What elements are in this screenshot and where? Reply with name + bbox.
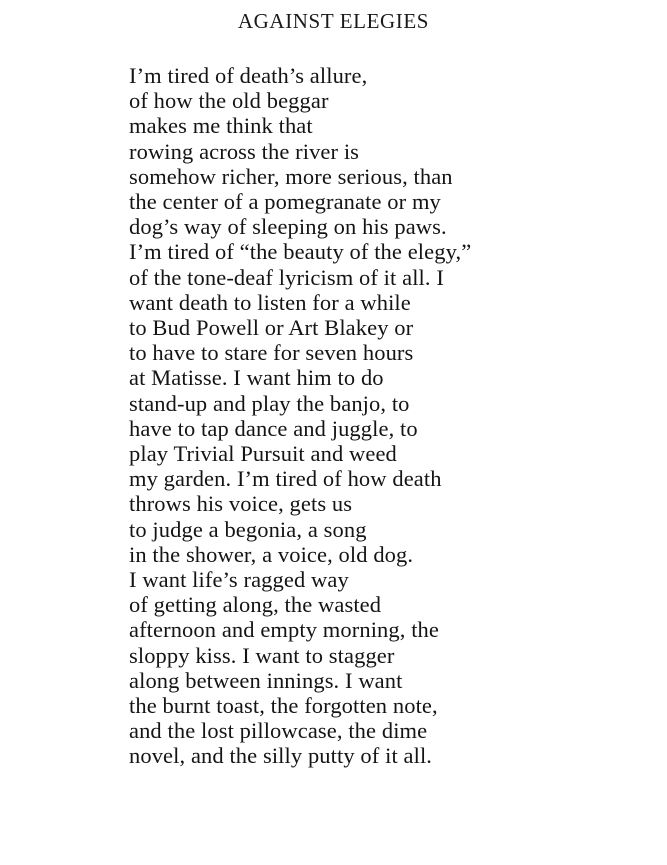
- poem-line: novel, and the silly putty of it all.: [129, 743, 433, 769]
- poem-line: the center of a pomegranate or my: [129, 189, 441, 215]
- poem-line: I want life’s ragged way: [129, 567, 349, 593]
- poem-line: dog’s way of sleeping on his paws.: [129, 214, 447, 240]
- poem-line: of getting along, the wasted: [129, 592, 382, 618]
- poem-line: the burnt toast, the forgotten note,: [129, 693, 438, 719]
- poem-line: rowing across the river is: [129, 138, 360, 164]
- poem-line: of how the old beggar: [129, 88, 329, 114]
- poem-title: AGAINST ELEGIES: [237, 9, 430, 33]
- poem-line: play Trivial Pursuit and weed: [129, 441, 397, 467]
- poem-line: have to tap dance and juggle, to: [129, 415, 418, 441]
- poem-line: to judge a begonia, a song: [129, 516, 367, 542]
- poem-line: of the tone-deaf lyricism of it all. I: [129, 264, 444, 290]
- poem-line: at Matisse. I want him to do: [129, 365, 384, 391]
- poem-line: to Bud Powell or Art Blakey or: [129, 315, 414, 341]
- poem-line: throws his voice, gets us: [129, 491, 353, 517]
- poem-line: stand-up and play the banjo, to: [129, 390, 410, 416]
- poem-body: [129, 63, 471, 769]
- poem-line: I’m tired of death’s allure,: [129, 63, 368, 88]
- poem-line: afternoon and empty morning, the: [129, 617, 439, 643]
- poem-line: somehow richer, more serious, than: [129, 163, 453, 189]
- poem-line: to have to stare for seven hours: [129, 340, 414, 366]
- poem-line: I’m tired of “the beauty of the elegy,”: [129, 239, 472, 265]
- poem-line: and the lost pillowcase, the dime: [129, 718, 428, 744]
- poem-line: in the shower, a voice, old dog.: [129, 541, 414, 567]
- poem-line: makes me think that: [129, 113, 313, 139]
- poem-line: along between innings. I want: [129, 667, 403, 693]
- poem-line: sloppy kiss. I want to stagger: [129, 642, 395, 668]
- poem-line: want death to listen for a while: [129, 289, 411, 315]
- poem-line: my garden. I’m tired of how death: [129, 466, 442, 492]
